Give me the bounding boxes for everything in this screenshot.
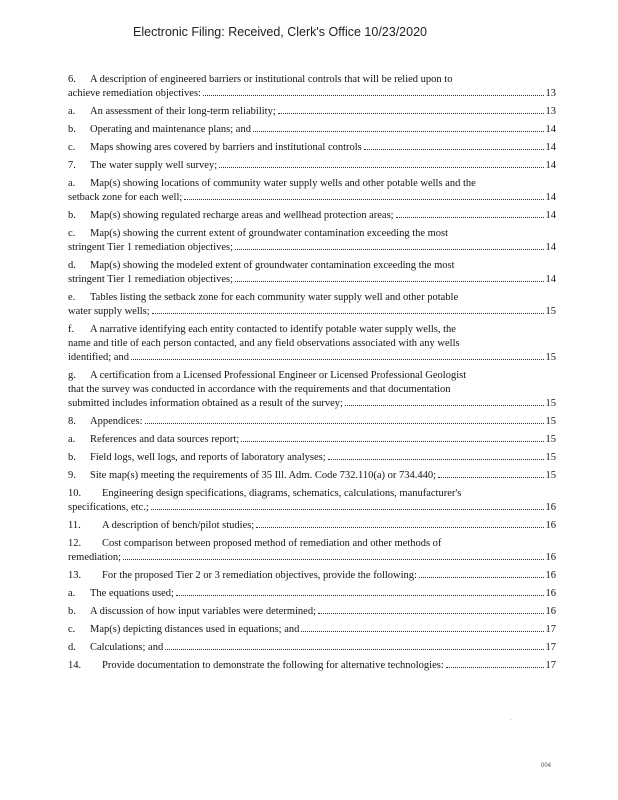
dot-leader bbox=[446, 667, 544, 668]
entry-text: achieve remediation objectives: bbox=[68, 88, 201, 99]
entry-letter: e. bbox=[68, 292, 76, 303]
filing-header: Electronic Filing: Received, Clerk's Office 10/23/2020 bbox=[133, 25, 427, 39]
entry-text: Calculations; and bbox=[90, 642, 164, 653]
page-number: 14 bbox=[545, 124, 556, 135]
entry-letter: b. bbox=[68, 606, 76, 617]
entry-text: stringent Tier 1 remediation objectives; bbox=[68, 274, 234, 285]
entry-number: 12. bbox=[68, 538, 82, 549]
entry-text: submitted includes information obtained as a result of the survey; bbox=[68, 398, 343, 409]
entry-number: 10. bbox=[68, 488, 82, 499]
toc-entry bbox=[68, 433, 556, 447]
stray-mark: . bbox=[510, 716, 512, 722]
entry-number: 11. bbox=[68, 520, 81, 531]
toc-entry bbox=[68, 259, 556, 287]
entry-text: water supply wells; bbox=[68, 306, 150, 317]
dot-leader bbox=[364, 149, 544, 150]
dot-leader bbox=[184, 199, 543, 200]
page-number: 14 bbox=[545, 142, 556, 153]
entry-text: Map(s) depicting distances used in equations; and bbox=[90, 624, 300, 635]
dot-leader bbox=[151, 509, 544, 510]
toc-entry bbox=[68, 227, 556, 255]
dot-leader bbox=[123, 559, 543, 560]
entry-text: A description of bench/pilot studies; bbox=[102, 520, 255, 531]
page-number: 13 bbox=[545, 88, 556, 99]
entry-text-line: Map(s) showing locations of community water supply wells and other potable wells and the bbox=[90, 178, 476, 189]
page-number: 13 bbox=[545, 106, 556, 117]
entry-text: References and data sources report; bbox=[90, 434, 240, 445]
entry-text: Map(s) showing regulated recharge areas and wellhead protection areas; bbox=[90, 210, 394, 221]
page-number: 17 bbox=[545, 624, 556, 635]
toc-entry bbox=[68, 141, 556, 155]
toc-entry bbox=[68, 537, 556, 565]
toc-entry bbox=[68, 73, 556, 101]
dot-leader bbox=[203, 95, 544, 96]
entry-text: Operating and maintenance plans; and bbox=[90, 124, 251, 135]
entry-number: 9. bbox=[68, 470, 76, 481]
dot-leader bbox=[131, 359, 544, 360]
entry-text: remediation; bbox=[68, 552, 122, 563]
entry-text-line: Tables listing the setback zone for each community water supply well and other potable bbox=[90, 292, 459, 303]
dot-leader bbox=[219, 167, 543, 168]
toc-entry bbox=[68, 519, 556, 533]
page-number: 15 bbox=[545, 452, 556, 463]
entry-text-line: A narrative identifying each entity contacted to identify potable water supply wells, the bbox=[90, 324, 456, 335]
dot-leader bbox=[278, 113, 544, 114]
entry-text: Appendices: bbox=[90, 416, 143, 427]
entry-text-line: that the survey was conducted in accordance with the requirements and that documentation bbox=[68, 384, 451, 395]
page-number: 14 bbox=[545, 210, 556, 221]
toc-entry bbox=[68, 605, 556, 619]
toc-entry bbox=[68, 569, 556, 583]
dot-leader bbox=[235, 249, 543, 250]
entry-text-line: Map(s) showing the current extent of groundwater contamination exceeding the most bbox=[90, 228, 449, 239]
entry-text: specifications, etc.; bbox=[68, 502, 149, 513]
toc-entry bbox=[68, 291, 556, 319]
page-number: 15 bbox=[545, 434, 556, 445]
dot-leader bbox=[235, 281, 543, 282]
table-of-contents bbox=[68, 73, 556, 677]
entry-letter: c. bbox=[68, 142, 76, 153]
dot-leader bbox=[396, 217, 544, 218]
toc-entry bbox=[68, 587, 556, 601]
entry-letter: d. bbox=[68, 642, 76, 653]
page-number: 15 bbox=[545, 416, 556, 427]
page-number: 15 bbox=[545, 306, 556, 317]
dot-leader bbox=[419, 577, 544, 578]
page-number: 16 bbox=[545, 606, 556, 617]
entry-text: identified; and bbox=[68, 352, 129, 363]
page-number: 14 bbox=[545, 274, 556, 285]
toc-entry bbox=[68, 487, 556, 515]
entry-letter: a. bbox=[68, 178, 76, 189]
toc-entry bbox=[68, 177, 556, 205]
dot-leader bbox=[256, 527, 543, 528]
entry-text: Field logs, well logs, and reports of laboratory analyses; bbox=[90, 452, 326, 463]
toc-entry bbox=[68, 641, 556, 655]
entry-text: The equations used; bbox=[90, 588, 174, 599]
entry-number: 14. bbox=[68, 660, 82, 671]
toc-entry bbox=[68, 105, 556, 119]
toc-entry bbox=[68, 415, 556, 429]
page-number: 14 bbox=[545, 192, 556, 203]
page-footer-number: 004 bbox=[541, 763, 552, 769]
entry-letter: c. bbox=[68, 624, 76, 635]
dot-leader bbox=[145, 423, 544, 424]
toc-entry bbox=[68, 623, 556, 637]
entry-text-line: A certification from a Licensed Professional Engineer or Licensed Professional Geologist bbox=[90, 370, 467, 381]
dot-leader bbox=[241, 441, 543, 442]
dot-leader bbox=[301, 631, 543, 632]
entry-letter: c. bbox=[68, 228, 76, 239]
entry-text-line: Cost comparison between proposed method of remediation and other methods of bbox=[102, 538, 442, 549]
toc-entry bbox=[68, 369, 556, 411]
page-number: 17 bbox=[545, 642, 556, 653]
toc-entry bbox=[68, 469, 556, 483]
entry-letter: b. bbox=[68, 452, 76, 463]
entry-text: The water supply well survey; bbox=[90, 160, 218, 171]
entry-text: An assessment of their long-term reliability; bbox=[90, 106, 276, 117]
dot-leader bbox=[345, 405, 544, 406]
entry-text: For the proposed Tier 2 or 3 remediation objectives, provide the following: bbox=[102, 570, 417, 581]
entry-text: A discussion of how input variables were determined; bbox=[90, 606, 316, 617]
entry-letter: a. bbox=[68, 434, 76, 445]
entry-letter: a. bbox=[68, 106, 76, 117]
entry-text-line: Engineering design specifications, diagrams, schematics, calculations, manufacturer's bbox=[102, 488, 462, 499]
dot-leader bbox=[176, 595, 544, 596]
page-number: 16 bbox=[545, 570, 556, 581]
toc-entry bbox=[68, 123, 556, 137]
page-number: 16 bbox=[545, 552, 556, 563]
page-number: 14 bbox=[545, 160, 556, 171]
entry-number: 13. bbox=[68, 570, 82, 581]
page-number: 16 bbox=[545, 520, 556, 531]
toc-entry bbox=[68, 323, 556, 365]
page-number: 15 bbox=[545, 398, 556, 409]
entry-letter: d. bbox=[68, 260, 76, 271]
page-number: 16 bbox=[545, 502, 556, 513]
entry-text-line: name and title of each person contacted, and any field observations associated with any wells bbox=[68, 338, 460, 349]
entry-text-line: A description of engineered barriers or institutional controls that will be relied upon to bbox=[90, 74, 453, 85]
entry-number: 7. bbox=[68, 160, 76, 171]
entry-letter: a. bbox=[68, 588, 76, 599]
toc-entry bbox=[68, 659, 556, 673]
page-number: 17 bbox=[545, 660, 556, 671]
dot-leader bbox=[318, 613, 544, 614]
page-number: 15 bbox=[545, 352, 556, 363]
entry-letter: b. bbox=[68, 210, 76, 221]
entry-letter: b. bbox=[68, 124, 76, 135]
toc-entry bbox=[68, 451, 556, 465]
dot-leader bbox=[438, 477, 543, 478]
dot-leader bbox=[328, 459, 544, 460]
page-number: 14 bbox=[545, 242, 556, 253]
entry-number: 8. bbox=[68, 416, 76, 427]
entry-text: Maps showing ares covered by barriers and institutional controls bbox=[90, 142, 362, 153]
entry-letter: f. bbox=[68, 324, 75, 335]
toc-entry bbox=[68, 159, 556, 173]
entry-text: stringent Tier 1 remediation objectives; bbox=[68, 242, 234, 253]
entry-letter: g. bbox=[68, 370, 76, 381]
page-number: 16 bbox=[545, 588, 556, 599]
entry-number: 6. bbox=[68, 74, 76, 85]
entry-text: Provide documentation to demonstrate the following for alternative technologies: bbox=[102, 660, 444, 671]
dot-leader bbox=[165, 649, 543, 650]
entry-text: Site map(s) meeting the requirements of 35 Ill. Adm. Code 732.110(a) or 734.440; bbox=[90, 470, 437, 481]
dot-leader bbox=[253, 131, 544, 132]
entry-text: setback zone for each well; bbox=[68, 192, 183, 203]
dot-leader bbox=[152, 313, 544, 314]
page-number: 15 bbox=[545, 470, 556, 481]
toc-entry bbox=[68, 209, 556, 223]
entry-text-line: Map(s) showing the modeled extent of groundwater contamination exceeding the most bbox=[90, 260, 455, 271]
